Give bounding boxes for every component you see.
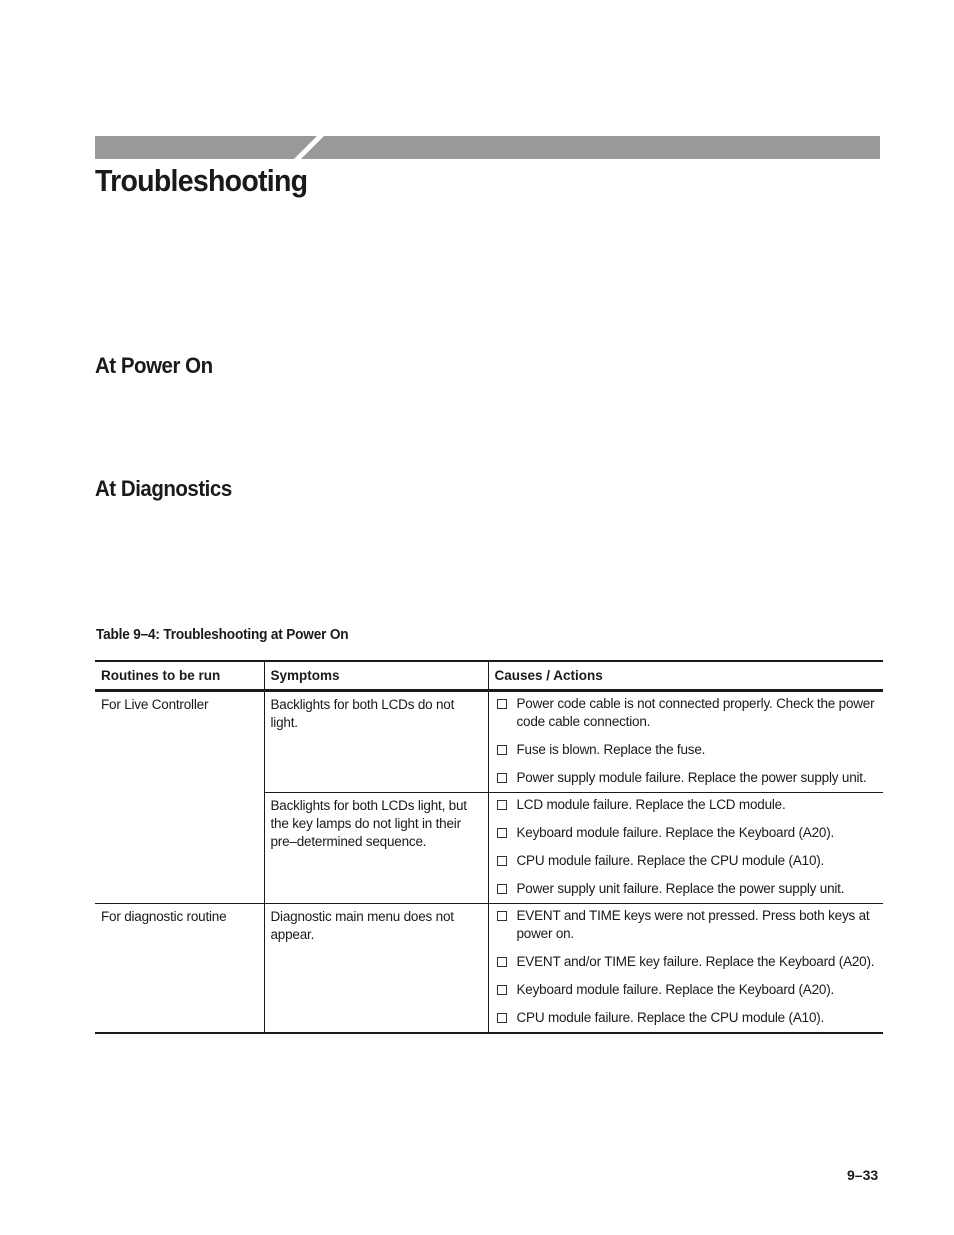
section-heading-diagnostics: At Diagnostics — [95, 476, 232, 501]
section-heading-power-on: At Power On — [95, 353, 213, 378]
action-text: CPU module failure. Replace the CPU module (A10). — [516, 853, 825, 868]
action-item — [495, 769, 878, 787]
actions-list — [489, 904, 884, 1032]
table-caption: Table 9–4: Troubleshooting at Power On — [96, 627, 349, 643]
action-item — [495, 824, 878, 842]
action-text: CPU module failure. Replace the CPU module (A10). — [516, 1010, 825, 1025]
symptom-text: Backlights for both LCDs light, but the key lamps do not light in their pre–determined sequence. — [270, 798, 467, 849]
checkbox-icon — [497, 828, 507, 838]
actions-cell — [488, 793, 883, 904]
troubleshooting-table — [95, 660, 883, 1034]
header-routines: Routines to be run — [95, 661, 264, 691]
checkbox-icon — [497, 985, 507, 995]
banner-right-segment — [301, 136, 880, 159]
checkbox-icon — [497, 773, 507, 783]
routine-label: For diagnostic routine — [101, 909, 227, 924]
table-row — [95, 904, 883, 1034]
banner-left-segment — [95, 136, 317, 159]
action-text: LCD module failure. Replace the LCD module. — [516, 797, 786, 812]
actions-cell — [488, 904, 883, 1034]
action-item — [495, 695, 878, 731]
table-row — [95, 691, 883, 793]
action-item — [495, 953, 878, 971]
header-causes-actions: Causes / Actions — [488, 661, 883, 691]
chapter-banner-graphic — [95, 136, 880, 159]
actions-cell — [488, 691, 883, 793]
action-text: Fuse is blown. Replace the fuse. — [516, 742, 706, 757]
checkbox-icon — [497, 745, 507, 755]
table-header-row — [95, 661, 883, 691]
symptom-text: Diagnostic main menu does not appear. — [270, 909, 454, 942]
checkbox-icon — [497, 911, 507, 921]
action-item — [495, 852, 878, 870]
action-item — [495, 741, 878, 759]
symptom-cell — [264, 904, 488, 1034]
checkbox-icon — [497, 1013, 507, 1023]
action-text: Power supply module failure. Replace the power supply unit. — [516, 770, 867, 785]
chapter-banner — [95, 136, 880, 159]
routine-cell — [95, 691, 264, 904]
routine-label: For Live Controller — [101, 697, 209, 712]
action-text: EVENT and TIME keys were not pressed. Press both keys at power on. — [516, 908, 870, 941]
checkbox-icon — [497, 856, 507, 866]
action-text: Keyboard module failure. Replace the Keyboard (A20). — [516, 825, 835, 840]
action-item — [495, 907, 878, 943]
checkbox-icon — [497, 884, 507, 894]
actions-list — [489, 793, 884, 903]
page-title: Troubleshooting — [95, 163, 308, 198]
routine-cell — [95, 904, 264, 1034]
action-item — [495, 796, 878, 814]
action-item — [495, 981, 878, 999]
symptom-cell — [264, 793, 488, 904]
action-text: Power supply unit failure. Replace the power supply unit. — [516, 881, 845, 896]
checkbox-icon — [497, 699, 507, 709]
action-text: Power code cable is not connected properly. Check the power code cable connection. — [516, 696, 875, 729]
symptom-text: Backlights for both LCDs do not light. — [270, 697, 455, 730]
page-number: 9–33 — [847, 1167, 879, 1183]
checkbox-icon — [497, 957, 507, 967]
actions-list — [489, 692, 884, 792]
header-symptoms: Symptoms — [264, 661, 488, 691]
action-text: Keyboard module failure. Replace the Keyboard (A20). — [516, 982, 835, 997]
checkbox-icon — [497, 800, 507, 810]
symptom-cell — [264, 691, 488, 793]
action-item — [495, 880, 878, 898]
action-text: EVENT and/or TIME key failure. Replace the Keyboard (A20). — [516, 954, 875, 969]
action-item — [495, 1009, 878, 1027]
